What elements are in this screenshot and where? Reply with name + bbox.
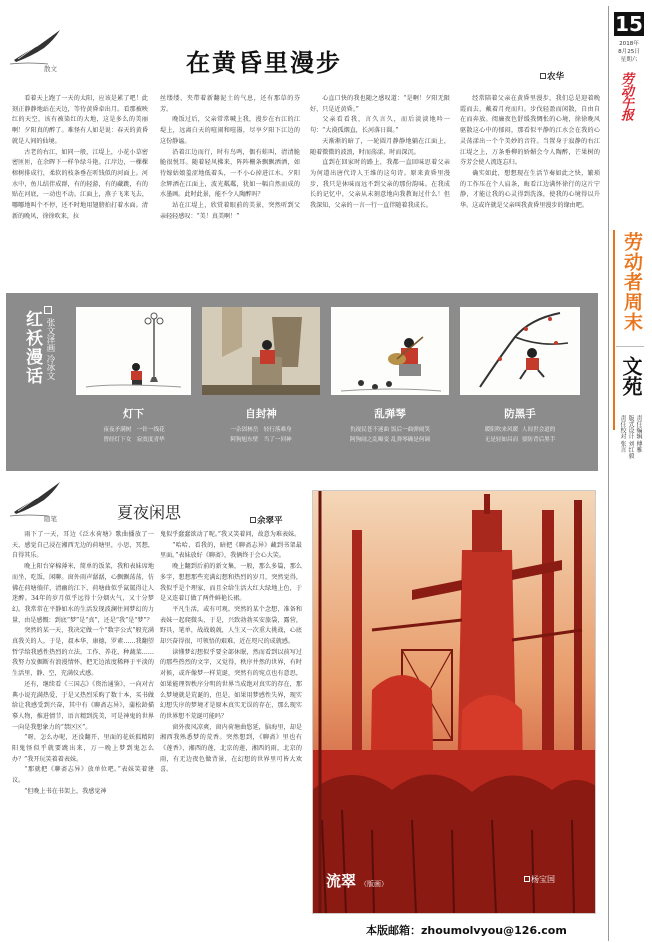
painting-frame bbox=[312, 490, 596, 914]
painting-artist: 杨宝国 bbox=[524, 874, 555, 885]
article2-column-1: 雨下了一天，耳边《泛水荷塘》歌曲播放了一天，感觉自己浸在湘西无边的荷塘里，小思，冥想，自得其乐。 晚上阳台穿棉薄米，简单的饭菜，我和表妹席地而坐，吃饭，闲聊。窗外雨声潺潺，心飘飘荡荡，仿佛在荷塘徜徉，清幽的江下，荷塘曲似乎氤氲得让人迷醉。34年的岁月似乎远得十分烟火气，又十分梦幻。我常常在平静如水的生活发现波澜住间梦幻的力量，由是感慨：到底“梦”是“真”，还是“我”是“梦”？ 突然的某一天，我决定做一个“数字公式”般充满真我关的人。于是，叔本华，康德，罗素……我翻望哲学给我感性热烈的立法。工作、养花、种蔬菜……我努力发掘断有浪漫情怀，把无边浓度稀释于平淡的生活里，静、空，充满仪式感。 还有，继续看《三国志》《资治通鉴》，一向对古典小说充满热爱，于是又热烈采购了数十本，买书做给让我感受到兴奋，其中有《聊斋志异》，蒲松龄描摹人物，推进情节，语言精到洗美，可是神鬼的世界一向是我想象力的“禁区区”。 “呀，怎么办呢，还没翻开，里面的花妖狐精阴阳鬼怪似乎就要跳出来，万一晚上梦到鬼怎么办？”我开玩笑着着表妹。 “那就把《聊斋志异》放单位吧。”表妹笑着建议。 “但晚上书在书架上，我感觉神 bbox=[12, 531, 154, 795]
article2-title: 夏夜闲思 bbox=[117, 503, 182, 522]
article2-tag: 随笔 bbox=[44, 515, 57, 523]
article1-column-3: 心直口快的我也随之感叹道：“是啊！夕阳无限好，只是近黄昏。” 父亲看看我，言久言久，而后淡淡地吟一句：“大漠孤烟直，长河落日圆。” 天渐渐的暗了，一轮圆月静静地躺在江面上，随着微微的波浪，时而荡漾，时而深沉。 直到在回家时的路上，我都一直回味思着父亲为何道出唐代诗人王维的这句诗。原来黄昏里漫步，我只是休味而远不到父亲的那份韵味。在我成长的记忆中，父亲从未刻意地向我教诲过什么！但我深知，父亲的一言一行一直伴随着我成长。 bbox=[310, 95, 450, 210]
section-title: 劳动者周末 bbox=[621, 232, 643, 332]
section-divider bbox=[616, 346, 644, 347]
comic-panel-2-verse: 一杂固林岳 轻行落难身 阿狗旭东壁 当了一回神 bbox=[230, 427, 292, 443]
article2-column-2: 鬼似乎蠢蠢欲动了呢。”我又笑着问，故意为难表妹。 “哈哈，看我的，暗把《聊斋志异》藏到书架最里面。”表妹放好《聊斋》，我俩终于会心大笑。 晚上翻到后前的新文集，一般，那么多篇，那么多字，想想那些充满幻想和热烈的岁月，突然觉得，我似乎是个理家，而且全给生活大红大绿地上色，于是又连着订做了两件鲜艳长裙。 平凡生活，或有可观。突然的某个念想，准备和表妹一起爬微头，于是，兴致勃勃买安旅袋，露营，野具，笔单，战战兢兢，人生又一次重大挑战，心底却兴奋得很，可领悟的艰难，近在咫尺的成就感。 读懂梦幻想似乎要全部休眠，然而看到以前写过的那些热烈的文字，又觉得，秩序井然的世界，有时对候，或许像梦一样荒诞，突然有的宛点也有意思，如果能理智秩序分明的世界当成绝对真实的存在，那么梦境就是荒诞的，但是，如果用梦感性失界，现实幻想失序的梦境才是原本真实无误的存在，那么现实的世界想不荒诞可能吗？ 窗外夜风凉爽，窗内荷塘曲悠延，脑海里，却是湘西我熟悉梦的荒香。突然想到，《聊斋》里也有《莲香》，湘西的莲，北京的莲，湘西的雨，北京的雨，有无边夜色做背景，在幻想的世界里可皆大欢喜。 bbox=[160, 531, 302, 774]
quill-icon bbox=[8, 26, 66, 66]
article1-byline: 农华 bbox=[540, 70, 564, 82]
article1-quill bbox=[8, 26, 66, 70]
article1-tag: 散文 bbox=[44, 65, 57, 73]
paper-logo: 劳动午报 bbox=[618, 72, 633, 120]
comic-panel-3 bbox=[331, 307, 449, 395]
editors-credits: 责任编辑 傅雅 版式设计 刘红毅 责任校对 张言 bbox=[619, 415, 642, 459]
pipa-player-illustration bbox=[331, 307, 449, 395]
comic-panel-4 bbox=[460, 307, 580, 395]
comic-panel-1-title: 灯下 bbox=[123, 408, 144, 420]
comic-panel-3-title: 乱弹琴 bbox=[374, 408, 406, 420]
comic-panel-2-title: 自封神 bbox=[245, 408, 277, 420]
article1-column-1: 看着天上跑了一天的太阳，应该是累了吧！此刻正静静地站在天边，等待黄昏牵出月。看那被映红的天空，该有被染红的大地，这是多么的美丽啊！夕阳真的醉了。难怪有人如是说：春天的黄昏就是人间的仙境。 古老的右江，如同一般，江堤上，小花小草密密匝匝，在余晖下一样争绿斗艳。江岸边，一棵棵榕树排成行，柔软的枝条垂在听钱似的河面上。河水中，鱼儿结伴成群，有的轻游，有的藏跳，有的贴在河底，一动也不动。江面上，燕子飞来飞去，哪哪地叫个不停，还不时地用翅膀拍打着水面。清新的晚风，徐徐吹来，拉 bbox=[12, 95, 148, 220]
article1-column-2: 丝缕缕，夹带着新翻泥土的气息，还有那草的芬芳。 晚饭过后，父亲常常喊上我，漫步在右江的江堤上，远离白天的喧闹和喧嚣，尽享夕阳下江边的这份静谧。 沿着江边而行，时有鸟鸣，偶有蛙叫，清清脆脆很悦耳。随着轻风拂来，阵阵栅条飘飘洒洒，如待嫁姑娘羞涩地低着头，一不小心掉进江水。夕阳余辉洒在江面上，波光粼粼，犹如一幅自然而成的水墨画。此时此景，能不令人陶醉吗？ 站在江堤上，欣赏着眼前的美景，突然听到父亲轻轻感叹：“美！真美啊！” bbox=[160, 95, 300, 220]
temple-scene-illustration bbox=[202, 307, 320, 395]
plum-tree-illustration bbox=[460, 307, 580, 395]
painting-title: 流翠 （版画） bbox=[326, 872, 389, 890]
article2-quill bbox=[8, 478, 66, 522]
section-accent-line bbox=[613, 230, 615, 430]
comic-panel-4-title: 防黑手 bbox=[504, 408, 536, 420]
article2-byline: 余翠平 bbox=[250, 514, 283, 526]
comic-panel-2 bbox=[202, 307, 320, 395]
comic-series-title: 红袄漫话 bbox=[22, 310, 42, 386]
section-subtitle: 文苑 bbox=[619, 356, 643, 396]
comic-panel-4-verse: 暖阳吹来风暖 人间世会道的 无是轻如昌而 要防背后黑手 bbox=[484, 427, 556, 443]
comic-panel-3-verse: 仇视民苍不迷曲 饭后一曲弹闹笑 阿狗闹之乱曝变 乱弹琴确是何调 bbox=[349, 427, 431, 443]
article1-title: 在黄昏里漫步 bbox=[186, 49, 342, 77]
issue-date: 2018年 8月25日 星期六 bbox=[618, 41, 640, 63]
article1-column-4: 经常陪着父亲在黄昏里漫步，我们总是迎着晚霞而去，戴着月亮而归。步伐轻盈而闲散，自由自在而奔放。阅廉夜色舒缓我惆怅的心境，徐徐晚风驱散这心中的郁闷，那看似平静的江水会在我的心灵荡漾出一个个美妙的音符。当置身于寂静的右江江堤之上，万条垂柳的娇媚会令人陶醉，芒果树的芬芳会使人流连忘归。 确实如此，想想现在生活节奏如此之快，繁琐的工作压在个人肩条，晦看江边满怀徐行的这片宁静，才能让我的心灵得到洗涤，使我的心境得以升华。这或许就是父亲叫我黄昏里漫步的缘由吧。 bbox=[460, 95, 600, 210]
comic-credit-marker bbox=[44, 306, 52, 314]
quill-icon bbox=[8, 478, 66, 518]
right-strip-divider bbox=[608, 6, 609, 941]
lamp-scene-illustration bbox=[76, 307, 191, 395]
comic-credit: 张文泽画 冷冰文 bbox=[45, 318, 55, 381]
page-number: 15 bbox=[615, 12, 643, 36]
comic-panel-1 bbox=[76, 307, 191, 395]
woodcut-painting bbox=[312, 490, 596, 914]
comic-panel-1-verse: 夜夜矛满树 一针一线花 曾经灯下女 寂寞度青华 bbox=[103, 427, 165, 443]
contact-email: 本版邮箱：zhoumolvyou@126.com bbox=[366, 924, 567, 937]
